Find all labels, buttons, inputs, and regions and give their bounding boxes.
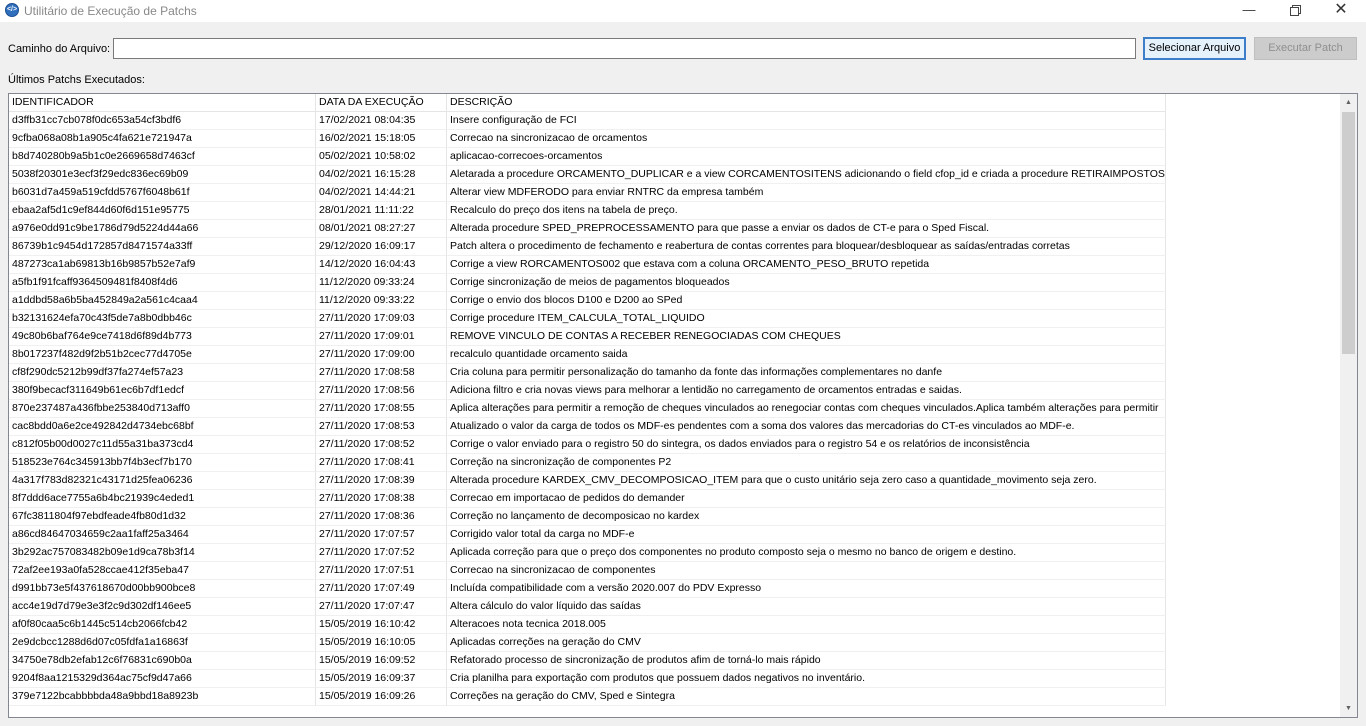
table-row[interactable] (9, 418, 1166, 436)
execution-date-cell: 27/11/2020 17:09:03 (316, 310, 447, 328)
description-cell: Atualizado o valor da carga de todos os MDF-es pendentes com a soma dos valores das mercadorias do CT-es vinculados ao MDF-e. (447, 418, 1166, 436)
execution-date-cell: 27/11/2020 17:07:47 (316, 598, 447, 616)
table-row[interactable] (9, 652, 1166, 670)
description-cell: Aplicadas correções na geração do CMV (447, 634, 1166, 652)
execute-patch-button[interactable]: Executar Patch (1254, 37, 1357, 60)
table-row[interactable] (9, 634, 1166, 652)
minimize-button[interactable]: — (1242, 2, 1256, 17)
execution-date-cell: 27/11/2020 17:08:58 (316, 364, 447, 382)
description-cell: Correcao na sincronizacao de orcamentos (447, 130, 1166, 148)
table-row[interactable] (9, 328, 1166, 346)
table-row[interactable] (9, 436, 1166, 454)
description-cell: Insere configuração de FCI (447, 112, 1166, 130)
execution-date-cell: 15/05/2019 16:10:42 (316, 616, 447, 634)
table-row[interactable] (9, 346, 1166, 364)
identifier-cell: 9cfba068a08b1a905c4fa621e721947a (9, 130, 316, 148)
description-cell: Corrige o valor enviado para o registro 50 do sintegra, os dados enviados para o registro 54 e os relatórios de inconsistência (447, 436, 1166, 454)
app-code-icon: </> (5, 3, 19, 17)
table-header (9, 94, 1166, 112)
identifier-cell: cf8f290dc5212b99df37fa274ef57a23 (9, 364, 316, 382)
identifier-cell: 8f7ddd6ace7755a6b4bc21939c4eded1 (9, 490, 316, 508)
description-cell: Alterada procedure SPED_PREPROCESSAMENTO para que passe a enviar os dados de CT-e para o Sped Fiscal. (447, 220, 1166, 238)
description-cell: Cria planilha para exportação com produtos que possuem dados negativos no inventário. (447, 670, 1166, 688)
identifier-cell: ebaa2af5d1c9ef844d60f6d151e95775 (9, 202, 316, 220)
description-cell: aplicacao-correcoes-orcamentos (447, 148, 1166, 166)
description-cell: Adiciona filtro e cria novas views para melhorar a lentidão no carregamento de orcamentos entradas e saidas. (447, 382, 1166, 400)
execution-date-cell: 04/02/2021 16:15:28 (316, 166, 447, 184)
identifier-cell: a5fb1f91fcaff9364509481f8408f4d6 (9, 274, 316, 292)
description-cell: REMOVE VINCULO DE CONTAS A RECEBER RENEGOCIADAS COM CHEQUES (447, 328, 1166, 346)
table-row[interactable] (9, 256, 1166, 274)
description-cell: Alteracoes nota tecnica 2018.005 (447, 616, 1166, 634)
description-cell: Cria coluna para permitir personalização do tamanho da fonte das informações complementares no danfe (447, 364, 1166, 382)
execution-date-cell: 11/12/2020 09:33:22 (316, 292, 447, 310)
table-row[interactable] (9, 148, 1166, 166)
identifier-cell: 380f9becacf311649b61ec6b7df1edcf (9, 382, 316, 400)
table-row[interactable] (9, 202, 1166, 220)
identifier-cell: 4a317f783d82321c43171d25fea06236 (9, 472, 316, 490)
patches-table[interactable] (8, 93, 1358, 718)
column-header-description[interactable]: DESCRIÇÃO (447, 94, 1166, 112)
identifier-cell: d3ffb31cc7cb078f0dc653a54cf3bdf6 (9, 112, 316, 130)
execution-date-cell: 27/11/2020 17:09:01 (316, 328, 447, 346)
table-row[interactable] (9, 454, 1166, 472)
identifier-cell: a976e0dd91c9be1786d79d5224d44a66 (9, 220, 316, 238)
identifier-cell: 67fc3811804f97ebdfeade4fb80d1d32 (9, 508, 316, 526)
identifier-cell: c812f05b00d0027c11d55a31ba373cd4 (9, 436, 316, 454)
table-row[interactable] (9, 508, 1166, 526)
table-row[interactable] (9, 472, 1166, 490)
restore-button[interactable] (1272, 0, 1318, 22)
table-row[interactable] (9, 598, 1166, 616)
description-cell: Corrige sincronização de meios de pagamentos bloqueados (447, 274, 1166, 292)
execution-date-cell: 11/12/2020 09:33:24 (316, 274, 447, 292)
execution-date-cell: 04/02/2021 14:44:21 (316, 184, 447, 202)
execution-date-cell: 15/05/2019 16:10:05 (316, 634, 447, 652)
scrollbar-thumb[interactable] (1342, 112, 1355, 354)
description-cell: Aplica alterações para permitir a remoção de cheques vinculados ao renegociar contas com cheques vinculados.Aplica também alterações para permitir (447, 400, 1166, 418)
description-cell: Corrige procedure ITEM_CALCULA_TOTAL_LIQUIDO (447, 310, 1166, 328)
identifier-cell: 518523e764c345913bb7f4b3ecf7b170 (9, 454, 316, 472)
table-row[interactable] (9, 490, 1166, 508)
table-row[interactable] (9, 400, 1166, 418)
execution-date-cell: 27/11/2020 17:08:53 (316, 418, 447, 436)
description-cell: Altera cálculo do valor líquido das saídas (447, 598, 1166, 616)
identifier-cell: cac8bdd0a6e2ce492842d4734ebc68bf (9, 418, 316, 436)
identifier-cell: 379e7122bcabbbbda48a9bbd18a8923b (9, 688, 316, 706)
execution-date-cell: 17/02/2021 08:04:35 (316, 112, 447, 130)
description-cell: Alterada procedure KARDEX_CMV_DECOMPOSICAO_ITEM para que o custo unitário seja zero caso a quantidade_movimento seja zero. (447, 472, 1166, 490)
column-header-identifier[interactable]: IDENTIFICADOR (9, 94, 316, 112)
title-bar (0, 0, 1366, 22)
identifier-cell: 72af2ee193a0fa528ccae412f35eba47 (9, 562, 316, 580)
column-header-execution-date[interactable]: DATA DA EXECUÇÃO (316, 94, 447, 112)
description-cell: recalculo quantidade orcamento saida (447, 346, 1166, 364)
description-cell: Alterar view MDFERODO para enviar RNTRC da empresa também (447, 184, 1166, 202)
identifier-cell: acc4e19d7d79e3e3f2c9d302df146ee5 (9, 598, 316, 616)
identifier-cell: b8d740280b9a5b1c0e2669658d7463cf (9, 148, 316, 166)
execution-date-cell: 27/11/2020 17:08:52 (316, 436, 447, 454)
description-cell: Correção na sincronização de componentes P2 (447, 454, 1166, 472)
description-cell: Incluída compatibilidade com a versão 2020.007 do PDV Expresso (447, 580, 1166, 598)
identifier-cell: 870e237487a436fbbe253840d713aff0 (9, 400, 316, 418)
execution-date-cell: 27/11/2020 17:08:55 (316, 400, 447, 418)
identifier-cell: 34750e78db2efab12c6f76831c690b0a (9, 652, 316, 670)
identifier-cell: 9204f8aa1215329d364ac75cf9d47a66 (9, 670, 316, 688)
table-row[interactable] (9, 616, 1166, 634)
execution-date-cell: 15/05/2019 16:09:26 (316, 688, 447, 706)
table-row[interactable] (9, 670, 1166, 688)
execution-date-cell: 27/11/2020 17:08:39 (316, 472, 447, 490)
executed-patches-label: Últimos Patchs Executados: (8, 74, 145, 86)
restore-icon (1290, 5, 1300, 15)
execution-date-cell: 27/11/2020 17:08:56 (316, 382, 447, 400)
table-row[interactable] (9, 220, 1166, 238)
close-button[interactable]: ✕ (1334, 1, 1348, 18)
description-cell: Correcao na sincronizacao de componentes (447, 562, 1166, 580)
description-cell: Refatorado processo de sincronização de produtos afim de torná-lo mais rápido (447, 652, 1166, 670)
table-row[interactable] (9, 688, 1166, 706)
identifier-cell: d991bb73e5f437618670d00bb900bce8 (9, 580, 316, 598)
description-cell: Correção no lançamento de decomposicao no kardex (447, 508, 1166, 526)
execution-date-cell: 27/11/2020 17:07:51 (316, 562, 447, 580)
identifier-cell: b6031d7a459a519cfdd5767f6048b61f (9, 184, 316, 202)
table-row[interactable] (9, 562, 1166, 580)
scroll-up-icon[interactable]: ▲ (1345, 99, 1352, 106)
select-file-button[interactable]: Selecionar Arquivo (1143, 37, 1246, 60)
window-title: Utilitário de Execução de Patchs (24, 4, 197, 18)
table-row[interactable] (9, 274, 1166, 292)
file-path-label: Caminho do Arquivo: (8, 43, 111, 55)
table-row[interactable] (9, 292, 1166, 310)
table-row[interactable] (9, 310, 1166, 328)
description-cell: Patch altera o procedimento de fechamento e reabertura de contas correntes para bloquear/desbloquear as saídas/entradas corretas (447, 238, 1166, 256)
execution-date-cell: 27/11/2020 17:07:49 (316, 580, 447, 598)
execution-date-cell: 27/11/2020 17:08:36 (316, 508, 447, 526)
table-row[interactable] (9, 364, 1166, 382)
execution-date-cell: 27/11/2020 17:07:52 (316, 544, 447, 562)
table-row[interactable] (9, 238, 1166, 256)
identifier-cell: 8b017237f482d9f2b51b2cec77d4705e (9, 346, 316, 364)
description-cell: Aplicada correção para que o preço dos componentes no produto composto seja o mesmo no banco de origem e destino. (447, 544, 1166, 562)
description-cell: Recalculo do preço dos itens na tabela de preço. (447, 202, 1166, 220)
table-body (9, 94, 1341, 717)
description-cell: Correções na geração do CMV, Sped e Sintegra (447, 688, 1166, 706)
execution-date-cell: 16/02/2021 15:18:05 (316, 130, 447, 148)
table-row[interactable] (9, 580, 1166, 598)
identifier-cell: b32131624efa70c43f5de7a8b0dbb46c (9, 310, 316, 328)
table-row[interactable] (9, 130, 1166, 148)
identifier-cell: 5038f20301e3ecf3f29edc836ec69b09 (9, 166, 316, 184)
identifier-cell: a1ddbd58a6b5ba452849a2a561c4caa4 (9, 292, 316, 310)
execution-date-cell: 27/11/2020 17:07:57 (316, 526, 447, 544)
execution-date-cell: 29/12/2020 16:09:17 (316, 238, 447, 256)
identifier-cell: a86cd84647034659c2aa1faff25a3464 (9, 526, 316, 544)
identifier-cell: 49c80b6baf764e9ce7418d6f89d4b773 (9, 328, 316, 346)
description-cell: Corrige o envio dos blocos D100 e D200 ao SPed (447, 292, 1166, 310)
table-row[interactable] (9, 112, 1166, 130)
execution-date-cell: 14/12/2020 16:04:43 (316, 256, 447, 274)
execution-date-cell: 27/11/2020 17:08:38 (316, 490, 447, 508)
identifier-cell: 487273ca1ab69813b16b9857b52e7af9 (9, 256, 316, 274)
execution-date-cell: 27/11/2020 17:09:00 (316, 346, 447, 364)
execution-date-cell: 05/02/2021 10:58:02 (316, 148, 447, 166)
execution-date-cell: 27/11/2020 17:08:41 (316, 454, 447, 472)
identifier-cell: af0f80caa5c6b1445c514cb2066fcb42 (9, 616, 316, 634)
execution-date-cell: 08/01/2021 08:27:27 (316, 220, 447, 238)
file-path-input[interactable] (113, 38, 1136, 59)
description-cell: Corrigido valor total da carga no MDF-e (447, 526, 1166, 544)
execution-date-cell: 15/05/2019 16:09:52 (316, 652, 447, 670)
identifier-cell: 2e9dcbcc1288d6d07c05fdfa1a16863f (9, 634, 316, 652)
vertical-scrollbar[interactable] (1340, 94, 1357, 717)
table-row[interactable] (9, 166, 1166, 184)
execution-date-cell: 15/05/2019 16:09:37 (316, 670, 447, 688)
description-cell: Corrige a view RORCAMENTOS002 que estava com a coluna ORCAMENTO_PESO_BRUTO repetida (447, 256, 1166, 274)
description-cell: Correcao em importacao de pedidos do demander (447, 490, 1166, 508)
description-cell: Aletarada a procedure ORCAMENTO_DUPLICAR e a view CORCAMENTOSITENS adicionando o field cfop_id e criada a procedure RETIRAIMPOSTOS (447, 166, 1166, 184)
table-row[interactable] (9, 526, 1166, 544)
table-row[interactable] (9, 544, 1166, 562)
table-row[interactable] (9, 184, 1166, 202)
execution-date-cell: 28/01/2021 11:11:22 (316, 202, 447, 220)
scroll-down-icon[interactable]: ▼ (1345, 705, 1352, 712)
identifier-cell: 3b292ac757083482b09e1d9ca78b3f14 (9, 544, 316, 562)
identifier-cell: 86739b1c9454d172857d8471574a33ff (9, 238, 316, 256)
table-row[interactable] (9, 382, 1166, 400)
